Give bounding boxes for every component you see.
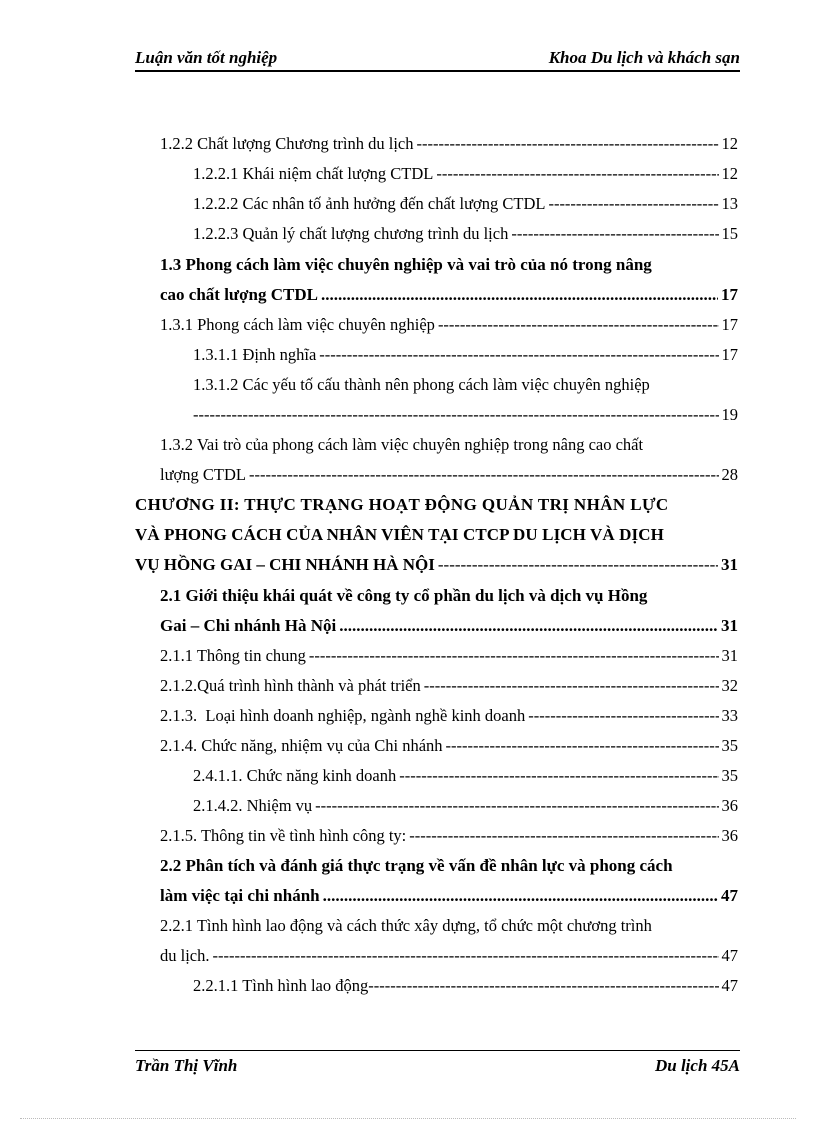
toc-entry-line[interactable]: 1.3.1.2 Các yếu tố cấu thành nên phong cách làm việc chuyên nghiệp	[193, 375, 650, 394]
toc-entry[interactable]: 1.3.1.1 Định nghĩa ----- 17	[193, 343, 738, 367]
toc-entry[interactable]: 1.2.2 Chất lượng Chương trình du lịch ----- 12	[160, 132, 738, 156]
chapter-heading[interactable]: VÀ PHONG CÁCH CỦA NHÂN VIÊN TẠI CTCP DU LỊCH VÀ DỊCH	[135, 525, 664, 544]
toc-section-heading[interactable]: 2.1 Giới thiệu khái quát về công ty cổ phần du lịch và dịch vụ Hồng	[160, 586, 648, 605]
header-faculty: Khoa Du lịch và khách sạn	[548, 48, 740, 67]
toc-entry-line[interactable]: 2.2.1 Tình hình lao động và cách thức xây dựng, tổ chức một chương trình	[160, 916, 652, 935]
toc-entry[interactable]: 1.2.2.3 Quản lý chất lượng chương trình du lịch ----- 15	[193, 222, 738, 246]
toc-entry[interactable]: 2.1.1 Thông tin chung ----- 31	[160, 644, 738, 668]
toc-entry[interactable]: VỤ HỒNG GAI – CHI NHÁNH HÀ NỘI ----- 31	[135, 553, 738, 577]
footer-author: Trần Thị Vĩnh	[135, 1056, 238, 1075]
page-footer	[135, 1050, 740, 1073]
toc-entry[interactable]: 1.2.2.2 Các nhân tố ảnh hưởng đến chất lượng CTDL ----- 13	[193, 192, 738, 216]
toc-entry[interactable]: 1.2.2.1 Khái niệm chất lượng CTDL ----- 12	[193, 162, 738, 186]
toc-entry[interactable]: 2.2.1.1 Tình hình lao động ----- 47	[193, 974, 738, 998]
page-edge-divider	[20, 1118, 796, 1119]
toc-entry[interactable]: 2.1.4.2. Nhiệm vụ ----- 36	[193, 794, 738, 818]
footer-class: Du lịch 45A	[654, 1056, 740, 1075]
page-header	[135, 48, 740, 72]
toc-entry[interactable]: ----- 19	[193, 403, 738, 427]
chapter-heading[interactable]: CHƯƠNG II: THỰC TRẠNG HOẠT ĐỘNG QUẢN TRỊ NHÂN LỰC	[135, 495, 669, 514]
toc-entry[interactable]: 2.1.5. Thông tin về tình hình công ty: ----- 36	[160, 824, 738, 848]
toc-entry[interactable]: 2.4.1.1. Chức năng kinh doanh ----- 35	[193, 764, 738, 788]
toc-section-heading[interactable]: 1.3 Phong cách làm việc chuyên nghiệp và vai trò của nó trong nâng	[160, 255, 652, 274]
toc-entry[interactable]: cao chất lượng CTDL ..... 17	[160, 283, 738, 307]
toc-entry-line[interactable]: 1.3.2 Vai trò của phong cách làm việc chuyên nghiệp trong nâng cao chất	[160, 435, 644, 454]
toc-section-heading[interactable]: 2.2 Phân tích và đánh giá thực trạng về vấn đề nhân lực và phong cách	[160, 856, 673, 875]
toc-entry[interactable]: 1.3.1 Phong cách làm việc chuyên nghiệp ----- 17	[160, 313, 738, 337]
header-thesis-title: Luận văn tốt nghiệp	[135, 48, 278, 67]
toc-entry[interactable]: Gai – Chi nhánh Hà Nội ..... 31	[160, 614, 738, 638]
toc-entry[interactable]: lượng CTDL ----- 28	[160, 463, 738, 487]
toc-entry[interactable]: 2.1.3. Loại hình doanh nghiệp, ngành nghề kinh doanh ----- 33	[160, 704, 738, 728]
toc-entry[interactable]: làm việc tại chi nhánh ..... 47	[160, 884, 738, 908]
toc-entry[interactable]: du lịch. ----- 47	[160, 944, 738, 968]
toc-entry[interactable]: 2.1.2.Quá trình hình thành và phát triển ----- 32	[160, 674, 738, 698]
toc-entry[interactable]: 2.1.4. Chức năng, nhiệm vụ của Chi nhánh ----- 35	[160, 734, 738, 758]
